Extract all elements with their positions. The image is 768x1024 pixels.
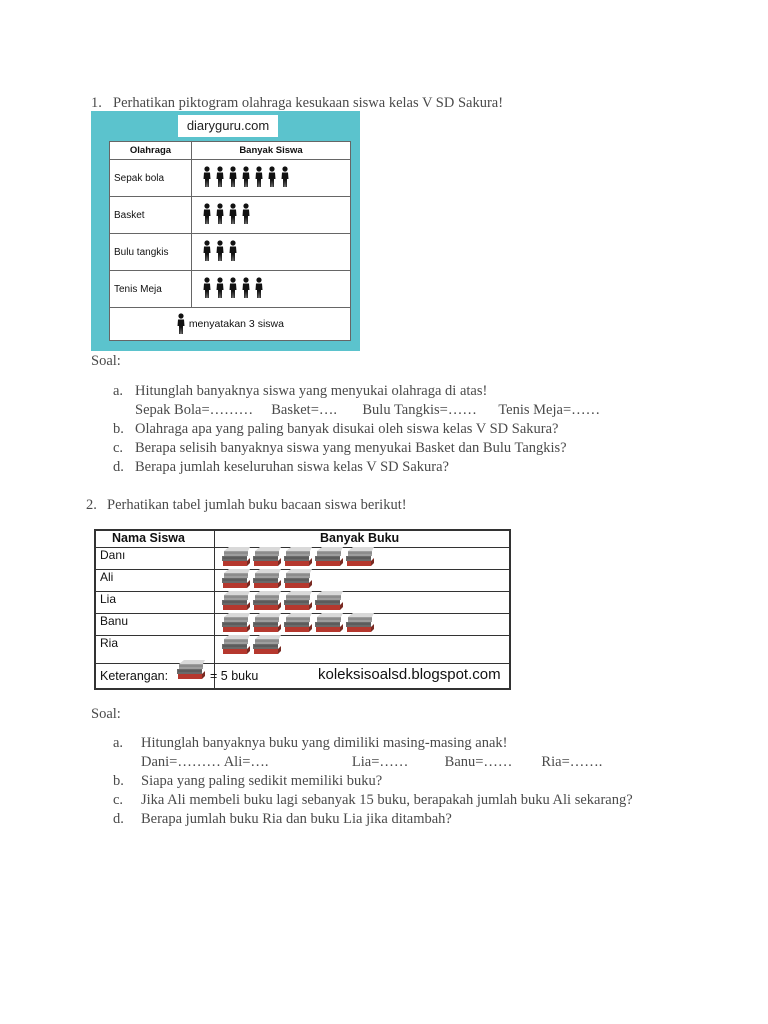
item-text: Hitunglah banyaknya siswa yang menyukai olahraga di atas! [135, 383, 488, 399]
book-icon [176, 660, 206, 685]
header-sport: Olahraga [110, 142, 192, 160]
question-1-number: 1. [91, 95, 102, 111]
item-text: Olahraga apa yang paling banyak disukai oleh siswa kelas V SD Sakura? [135, 421, 559, 437]
person-icon [228, 166, 238, 191]
book-icon [221, 635, 251, 660]
question-2-number: 2. [86, 497, 97, 513]
person-icons [196, 240, 346, 265]
student-name: Lia [100, 592, 117, 606]
sport-name: Bulu tangkis [110, 234, 192, 271]
person-icon [241, 277, 251, 302]
pictogram-brand: koleksisoalsd.blogspot.com [318, 666, 501, 683]
item-text: Siapa yang paling sedikit memiliki buku? [141, 773, 383, 789]
person-icon [254, 277, 264, 302]
person-icons [196, 203, 346, 228]
legend-value: = 5 buku [210, 669, 259, 683]
pictogram-brand: diaryguru.com [178, 115, 278, 137]
person-icon [267, 166, 277, 191]
person-icon [215, 277, 225, 302]
table-row [96, 635, 509, 664]
person-icon [241, 166, 251, 191]
person-icon [202, 277, 212, 302]
table-row [96, 613, 509, 636]
item-letter: c. [113, 440, 124, 456]
book-icons [221, 635, 282, 660]
table-row [110, 271, 351, 308]
answer-line: Sepak Bola=……… Basket=…. Bulu Tangkis=…… Tenis Meja=…… [135, 402, 601, 418]
item-text: Berapa jumlah buku Ria dan buku Lia jika ditambah? [141, 811, 452, 827]
pictogram-legend [110, 308, 351, 341]
student-name: Ali [100, 570, 114, 584]
person-icon [202, 166, 212, 191]
header-name: Nama Siswa [112, 531, 185, 545]
student-name: Danı [100, 548, 126, 562]
table-header [96, 531, 509, 548]
sport-name: Basket [110, 197, 192, 234]
sport-pictogram-table [109, 141, 351, 341]
person-icon [176, 313, 186, 335]
item-letter: b. [113, 773, 124, 789]
person-icon [228, 277, 238, 302]
table-row [110, 160, 351, 197]
sport-pictogram [91, 111, 360, 351]
sport-name: Tenis Meja [110, 271, 192, 308]
item-text: Berapa selisih banyaknya siswa yang menyukai Basket dan Bulu Tangkis? [135, 440, 567, 456]
item-letter: d. [113, 811, 124, 827]
item-letter: d. [113, 459, 124, 475]
question-1-title: Perhatikan piktogram olahraga kesukaan siswa kelas V SD Sakura! [113, 95, 504, 111]
table-row [110, 234, 351, 271]
student-name: Ria [100, 636, 119, 650]
item-letter: b. [113, 421, 124, 437]
table-row [110, 197, 351, 234]
header-count: Banyak Buku [320, 531, 400, 545]
person-icon [228, 240, 238, 265]
person-icon [215, 166, 225, 191]
sport-name: Sepak bola [110, 160, 192, 197]
book-pictogram [94, 529, 511, 690]
person-icons [196, 166, 346, 191]
student-name: Banu [100, 614, 129, 628]
table-row [96, 569, 509, 592]
legend-text: menyatakan 3 siswa [188, 318, 284, 330]
person-icon [241, 203, 251, 228]
book-icon [252, 635, 282, 660]
person-icon [215, 203, 225, 228]
soal-label-2: Soal: [91, 706, 121, 722]
person-icon [254, 166, 264, 191]
item-letter: a. [113, 735, 124, 751]
person-icon [202, 203, 212, 228]
item-text: Berapa jumlah keseluruhan siswa kelas V SD Sakura? [135, 459, 449, 475]
answer-line: Dani=……… Ali=…. Lia=…… Banu=…… Ria=……. [141, 754, 603, 770]
item-letter: c. [113, 792, 124, 808]
person-icons [196, 277, 346, 302]
item-text: Jika Ali membeli buku lagi sebanyak 15 buku, berapakah jumlah buku Ali sekarang? [141, 792, 633, 808]
table-row [96, 591, 509, 614]
question-2-title: Perhatikan tabel jumlah buku bacaan siswa berikut! [107, 497, 407, 513]
pictogram-legend [96, 662, 509, 688]
item-letter: a. [113, 383, 124, 399]
table-row [96, 547, 509, 570]
header-count: Banyak Siswa [192, 142, 351, 160]
person-icon [280, 166, 290, 191]
item-text: Hitunglah banyaknya buku yang dimiliki masing-masing anak! [141, 735, 508, 751]
person-icon [228, 203, 238, 228]
legend-label: Keterangan: [100, 669, 169, 683]
person-icon [215, 240, 225, 265]
soal-label-1: Soal: [91, 353, 121, 369]
person-icon [202, 240, 212, 265]
